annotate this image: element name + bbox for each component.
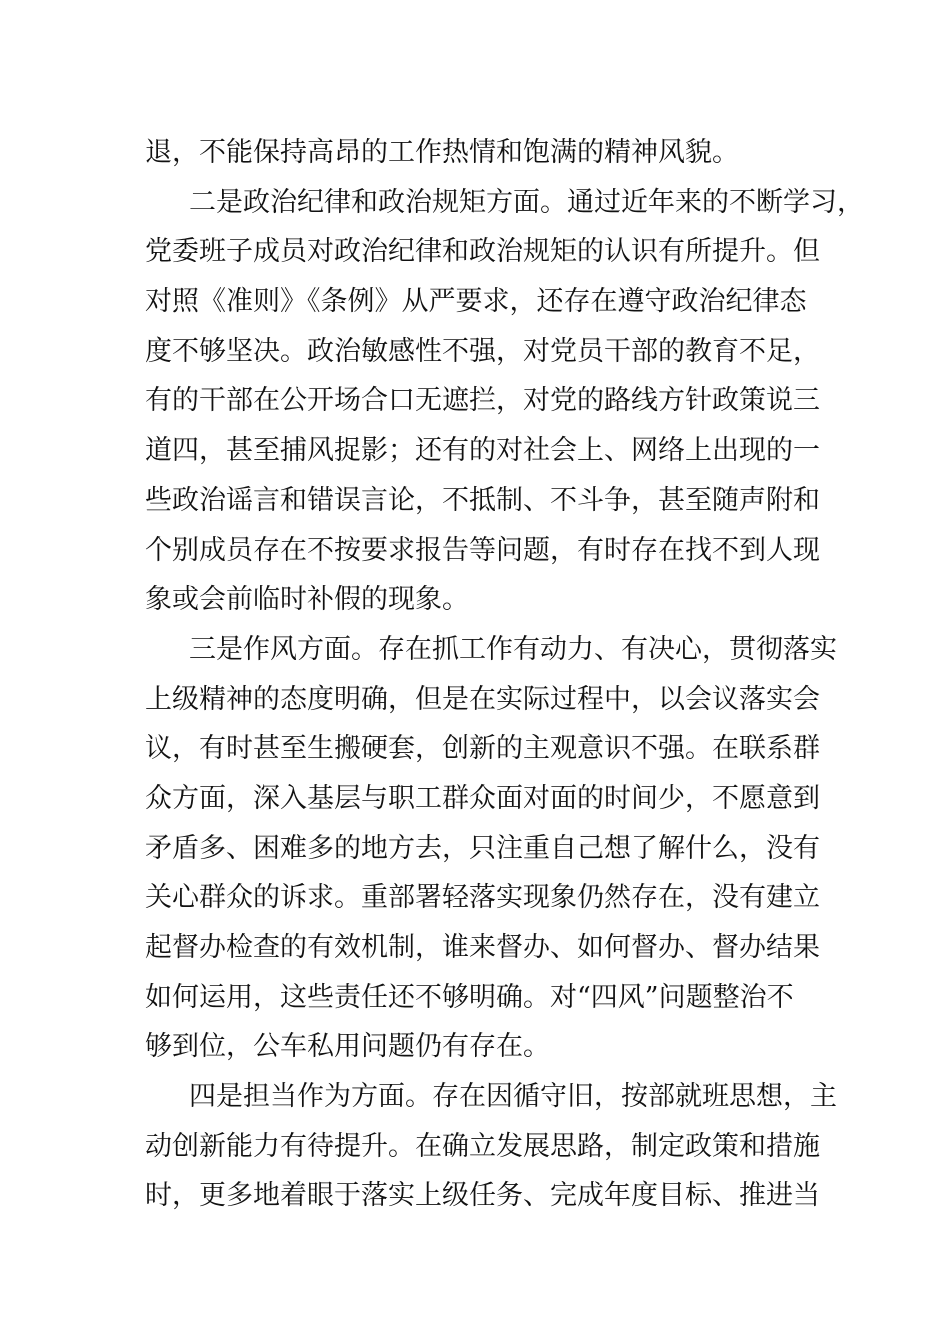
text-line: 上级精神的态度明确，但是在实际过程中，以会议落实会 bbox=[145, 683, 820, 715]
text-line: 道四，甚至捕风捉影；还有的对社会上、网络上出现的一 bbox=[145, 435, 820, 467]
paragraph-responsibility bbox=[145, 1072, 837, 1221]
text-line: 如何运用，这些责任还不够明确。对“四风”问题整治不 bbox=[145, 981, 794, 1013]
text-line: 个别成员存在不按要求报告等问题，有时存在找不到人现 bbox=[145, 534, 820, 566]
text-line: 众方面，深入基层与职工群众面对面的时间少，不愿意到 bbox=[145, 782, 820, 814]
text-line: 退，不能保持高昂的工作热情和饱满的精神风貌。 bbox=[145, 137, 739, 168]
text-line: 动创新能力有待提升。在确立发展思路，制定政策和措施 bbox=[145, 1130, 820, 1162]
text-line: 议，有时甚至生搬硬套，创新的主观意识不强。在联系群 bbox=[145, 733, 820, 765]
text-line: 二是政治纪律和政治规矩方面。通过近年来的不断学习， bbox=[189, 186, 864, 218]
text-line: 时，更多地着眼于落实上级任务、完成年度目标、推进当 bbox=[145, 1180, 820, 1212]
paragraph-political-discipline bbox=[145, 178, 864, 625]
text-line: 四是担当作为方面。存在因循守旧，按部就班思想，主 bbox=[189, 1081, 837, 1113]
text-line: 三是作风方面。存在抓工作有动力、有决心，贯彻落实 bbox=[189, 633, 837, 665]
text-line: 起督办检查的有效机制，谁来督办、如何督办、督办结果 bbox=[145, 932, 820, 963]
text-line: 矛盾多、困难多的地方去，只注重自己想了解什么，没有 bbox=[145, 832, 820, 864]
text-line: 够到位，公车私用问题仍有存在。 bbox=[145, 1031, 550, 1063]
text-line: 有的干部在公开场合口无遮拦，对党的路线方针政策说三 bbox=[145, 385, 820, 417]
document-body bbox=[145, 128, 864, 1221]
text-line: 对照《准则》《条例》从严要求，还存在遵守政治纪律态 bbox=[145, 286, 807, 318]
text-line: 党委班子成员对政治纪律和政治规矩的认识有所提升。但 bbox=[145, 236, 820, 268]
paragraph-continuation bbox=[145, 128, 810, 178]
text-line: 度不够坚决。政治敏感性不强，对党员干部的教育不足， bbox=[145, 335, 820, 367]
text-line: 象或会前临时补假的现象。 bbox=[145, 584, 469, 616]
text-line: 些政治谣言和错误言论，不抵制、不斗争，甚至随声附和 bbox=[145, 484, 820, 516]
paragraph-work-style bbox=[145, 625, 837, 1072]
text-line: 关心群众的诉求。重部署轻落实现象仍然存在，没有建立 bbox=[145, 882, 820, 914]
